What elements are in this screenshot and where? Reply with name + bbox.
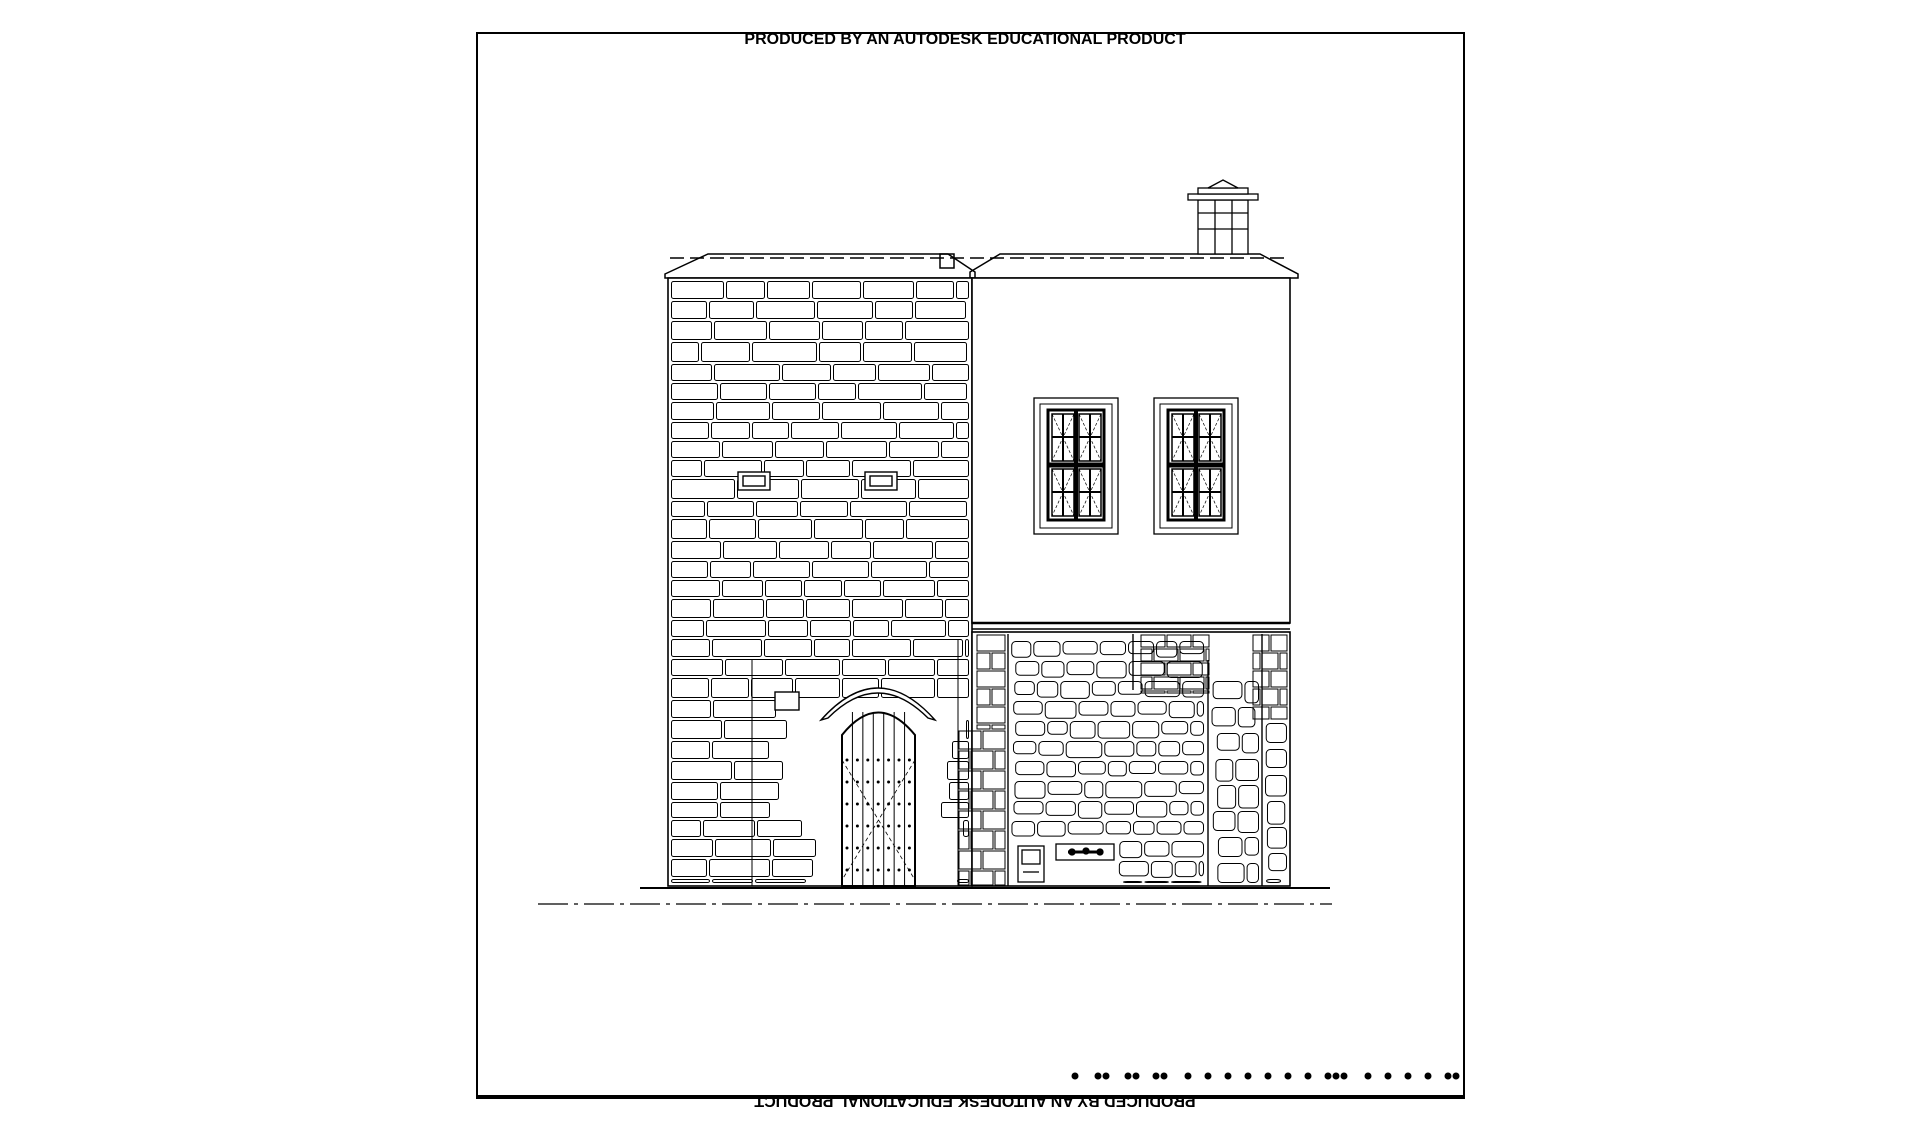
upper-window-2[interactable] xyxy=(1154,398,1238,534)
watermark-bottom: PRODUCED BY AN AUTODESK EDUCATIONAL PRODUCT xyxy=(754,1092,1196,1109)
dot-strip xyxy=(1072,1073,1460,1080)
upper-window-1[interactable] xyxy=(1034,398,1118,534)
watermark-top: PRODUCED BY AN AUTODESK EDUCATIONAL PRODUCT xyxy=(744,31,1186,48)
meter-box[interactable] xyxy=(1018,846,1044,882)
upper-wall-right xyxy=(972,278,1290,629)
tower-left xyxy=(668,278,972,886)
chimney xyxy=(1188,180,1258,254)
roof xyxy=(665,254,1298,278)
lower-wall-right xyxy=(959,632,1290,886)
vent-grille xyxy=(1056,844,1114,860)
